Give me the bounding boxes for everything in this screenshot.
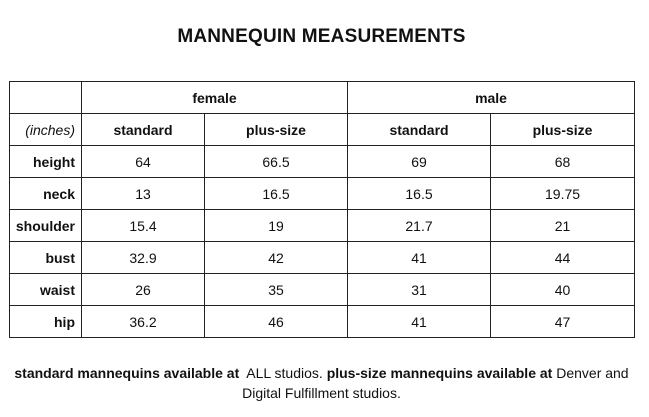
measurements-table — [9, 81, 635, 338]
table-cell: 64 — [82, 146, 205, 178]
table-cell: 15.4 — [82, 210, 205, 242]
table-cell: 16.5 — [348, 178, 491, 210]
row-label: hip — [10, 306, 82, 338]
group-header-row — [10, 82, 635, 114]
table-cell: 21 — [491, 210, 635, 242]
row-label: waist — [10, 274, 82, 306]
page-title: MANNEQUIN MEASUREMENTS — [177, 26, 466, 47]
group-header-male: male — [348, 82, 635, 114]
availability-footnote — [0, 363, 643, 403]
table-cell: 44 — [491, 242, 635, 274]
table-row — [10, 210, 635, 242]
footnote-standard-heading: standard mannequins available at — [14, 365, 240, 381]
table-row — [10, 306, 635, 338]
table-cell: 26 — [82, 274, 205, 306]
table-cell: 68 — [491, 146, 635, 178]
unit-label: (inches) — [10, 114, 82, 146]
table-cell: 41 — [348, 242, 491, 274]
table-row — [10, 274, 635, 306]
row-label: neck — [10, 178, 82, 210]
table-cell: 21.7 — [348, 210, 491, 242]
table-row — [10, 146, 635, 178]
table-cell: 46 — [205, 306, 348, 338]
table-cell: 13 — [82, 178, 205, 210]
table-cell: 35 — [205, 274, 348, 306]
group-header-female: female — [82, 82, 348, 114]
table-cell: 69 — [348, 146, 491, 178]
table-cell: 66.5 — [205, 146, 348, 178]
table-row — [10, 178, 635, 210]
footnote-plus-size-locations: Denver and Digital Fulfillment studios. — [242, 365, 629, 401]
row-label: shoulder — [10, 210, 82, 242]
table-cell: 41 — [348, 306, 491, 338]
table-cell: 19 — [205, 210, 348, 242]
subheader-female-plus-size: plus-size — [205, 114, 348, 146]
table-cell: 16.5 — [205, 178, 348, 210]
corner-cell — [10, 82, 82, 114]
footnote-standard-locations: ALL studios. — [246, 365, 323, 381]
table-cell: 32.9 — [82, 242, 205, 274]
table-cell: 47 — [491, 306, 635, 338]
table-cell: 42 — [205, 242, 348, 274]
subheader-female-standard: standard — [82, 114, 205, 146]
table-cell: 36.2 — [82, 306, 205, 338]
row-label: bust — [10, 242, 82, 274]
table-cell: 19.75 — [491, 178, 635, 210]
footnote-plus-size-heading: plus-size mannequins available at — [326, 365, 553, 381]
table-cell: 31 — [348, 274, 491, 306]
row-label: height — [10, 146, 82, 178]
subheader-male-standard: standard — [348, 114, 491, 146]
table-row — [10, 242, 635, 274]
table-cell: 40 — [491, 274, 635, 306]
subheader-row — [10, 114, 635, 146]
subheader-male-plus-size: plus-size — [491, 114, 635, 146]
